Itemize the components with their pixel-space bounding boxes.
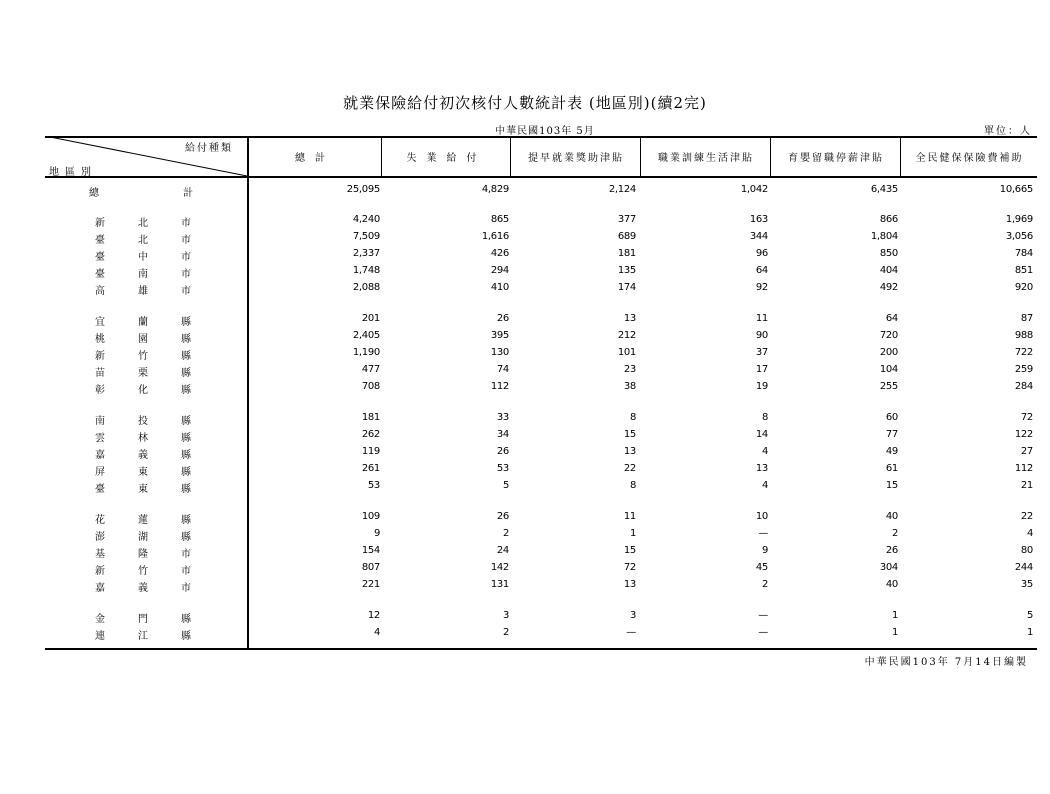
cell-value: 96 — [755, 248, 768, 259]
cell-value: 1 — [891, 610, 898, 621]
cell-value: 395 — [490, 330, 509, 341]
cell-value: 1 — [891, 627, 898, 638]
cell-value: 174 — [617, 282, 636, 293]
region-label-char: 市 — [181, 549, 191, 560]
region-label — [89, 184, 193, 199]
cell-value: 255 — [879, 381, 898, 392]
table-row — [45, 478, 1037, 495]
region-label-char: 彰 — [95, 385, 105, 396]
cell-value: 40 — [885, 579, 898, 590]
table-row — [45, 410, 1037, 427]
region-label-char: 屏 — [95, 467, 105, 478]
cell-value: 35 — [1020, 579, 1033, 590]
cell-value: 33 — [496, 412, 509, 423]
region-label-char: 義 — [138, 583, 148, 594]
cell-value: 404 — [879, 265, 898, 276]
table-row — [45, 509, 1037, 526]
cell-value: 38 — [623, 381, 636, 392]
region-label-char: 江 — [138, 631, 148, 642]
cell-value: 181 — [361, 412, 380, 423]
region-label-char: 市 — [181, 583, 191, 594]
cell-value: 5 — [502, 480, 509, 491]
region-label — [95, 381, 191, 396]
table-row — [45, 345, 1037, 362]
region-label — [95, 545, 191, 560]
cell-value: 24 — [496, 545, 509, 556]
cell-value: 304 — [879, 562, 898, 573]
table-row — [45, 625, 1037, 642]
region-label-char: 市 — [181, 235, 191, 246]
cell-value: — — [758, 610, 768, 621]
cell-value: 37 — [755, 347, 768, 358]
region-label-char: 市 — [181, 252, 191, 263]
cell-value: 40 — [885, 511, 898, 522]
cell-value: 45 — [755, 562, 768, 573]
cell-value: 284 — [1014, 381, 1033, 392]
table-row — [45, 560, 1037, 577]
cell-value: 74 — [496, 364, 509, 375]
cell-value: 3 — [629, 610, 636, 621]
region-label-char: 縣 — [181, 317, 191, 328]
cell-value: 708 — [361, 381, 380, 392]
cell-value: 154 — [361, 545, 380, 556]
region-label-char: 縣 — [181, 416, 191, 427]
cell-value: 87 — [1020, 313, 1033, 324]
table-row — [45, 280, 1037, 297]
cell-value: 109 — [361, 511, 380, 522]
cell-value: 19 — [755, 381, 768, 392]
region-label-char: 中 — [138, 252, 148, 263]
region-label-char: 臺 — [95, 484, 105, 495]
region-label-char: 基 — [95, 549, 105, 560]
cell-value: 8 — [761, 412, 768, 423]
cell-value: 64 — [755, 265, 768, 276]
cell-value: 163 — [749, 214, 768, 225]
region-label-char: 市 — [181, 566, 191, 577]
region-label-char: 竹 — [138, 566, 148, 577]
region-label-char: 園 — [138, 334, 148, 345]
cell-value: 244 — [1014, 562, 1033, 573]
cell-value: 259 — [1014, 364, 1033, 375]
region-label — [95, 480, 191, 495]
table-row — [45, 379, 1037, 396]
region-label-char: 澎 — [95, 532, 105, 543]
table-row — [45, 263, 1037, 280]
region-label — [95, 627, 191, 642]
cell-value: 3,056 — [1005, 231, 1033, 242]
cell-value: 1 — [629, 528, 636, 539]
cell-value: 720 — [879, 330, 898, 341]
cell-value: 15 — [623, 545, 636, 556]
region-label-char: 嘉 — [95, 450, 105, 461]
header-column-divider — [640, 136, 641, 176]
region-label-char: 縣 — [181, 532, 191, 543]
cell-value: 80 — [1020, 545, 1033, 556]
region-label-char: 總 — [89, 188, 99, 199]
cell-value: 8 — [629, 480, 636, 491]
table-row — [45, 362, 1037, 379]
region-label-char: 雄 — [138, 286, 148, 297]
cell-value: 14 — [755, 429, 768, 440]
cell-value: 11 — [755, 313, 768, 324]
cell-value: 27 — [1020, 446, 1033, 457]
cell-value: 4 — [761, 446, 768, 457]
cell-value: 477 — [361, 364, 380, 375]
region-label — [95, 446, 191, 461]
region-label — [95, 511, 191, 526]
region-label-char: 宜 — [95, 317, 105, 328]
region-label-char: 計 — [183, 188, 193, 199]
cell-value: — — [758, 627, 768, 638]
region-label-char: 連 — [95, 631, 105, 642]
cell-value: 7,509 — [352, 231, 380, 242]
column-header: 總計 — [295, 152, 335, 164]
region-label — [95, 412, 191, 427]
table-row — [45, 543, 1037, 560]
cell-value: 377 — [617, 214, 636, 225]
report-period: 中華民國103年 5月 — [495, 126, 595, 137]
cell-value: 15 — [623, 429, 636, 440]
cell-value: 2 — [502, 528, 509, 539]
header-column-divider — [770, 136, 771, 176]
header-column-divider — [900, 136, 901, 176]
cell-value: 410 — [490, 282, 509, 293]
region-label-char: 縣 — [181, 433, 191, 444]
region-label-char: 林 — [138, 433, 148, 444]
cell-value: 865 — [490, 214, 509, 225]
cell-value: 181 — [617, 248, 636, 259]
cell-value: 4,829 — [481, 184, 509, 195]
cell-value: 2 — [761, 579, 768, 590]
region-label-char: 縣 — [181, 351, 191, 362]
table-row — [45, 444, 1037, 461]
region-label-char: 高 — [95, 286, 105, 297]
cell-value: 34 — [496, 429, 509, 440]
cell-value: 8 — [629, 412, 636, 423]
region-label-char: 隆 — [138, 549, 148, 560]
cell-value: 72 — [623, 562, 636, 573]
cell-value: 112 — [490, 381, 509, 392]
cell-value: 201 — [361, 313, 380, 324]
region-label — [95, 265, 191, 280]
region-label-char: 縣 — [181, 484, 191, 495]
region-label-char: 竹 — [138, 351, 148, 362]
column-header: 育嬰留職停薪津貼 — [788, 152, 884, 164]
region-label-char: 縣 — [181, 385, 191, 396]
cell-value: 64 — [885, 313, 898, 324]
cell-value: 4 — [1026, 528, 1033, 539]
region-label — [95, 463, 191, 478]
cell-value: 23 — [623, 364, 636, 375]
cell-value: 784 — [1014, 248, 1033, 259]
region-label-char: 新 — [95, 566, 105, 577]
cell-value: 294 — [490, 265, 509, 276]
cell-value: 4,240 — [352, 214, 380, 225]
table-row — [45, 311, 1037, 328]
table-row — [45, 229, 1037, 246]
cell-value: 11 — [623, 511, 636, 522]
cell-value: 53 — [367, 480, 380, 491]
cell-value: 92 — [755, 282, 768, 293]
cell-value: 9 — [373, 528, 380, 539]
cell-value: 1 — [1026, 627, 1033, 638]
cell-value: 13 — [623, 579, 636, 590]
region-label-char: 門 — [138, 614, 148, 625]
cell-value: 4 — [761, 480, 768, 491]
cell-value: 10 — [755, 511, 768, 522]
cell-value: 49 — [885, 446, 898, 457]
cell-value: 1,969 — [1005, 214, 1033, 225]
cell-value: 261 — [361, 463, 380, 474]
cell-value: 689 — [617, 231, 636, 242]
cell-value: 200 — [879, 347, 898, 358]
cell-value: 26 — [496, 313, 509, 324]
cell-value: 920 — [1014, 282, 1033, 293]
cell-value: 2,337 — [352, 248, 380, 259]
region-label-char: 栗 — [138, 368, 148, 379]
region-label — [95, 214, 191, 229]
region-label-char: 嘉 — [95, 583, 105, 594]
cell-value: 60 — [885, 412, 898, 423]
cell-value: 2 — [502, 627, 509, 638]
cell-value: 2,124 — [608, 184, 636, 195]
region-label-char: 縣 — [181, 450, 191, 461]
cell-value: 9 — [761, 545, 768, 556]
region-label — [95, 248, 191, 263]
region-label-char: 市 — [181, 286, 191, 297]
cell-value: 13 — [623, 446, 636, 457]
cell-value: 26 — [496, 446, 509, 457]
cell-value: 22 — [1020, 511, 1033, 522]
cell-value: 1,190 — [352, 347, 380, 358]
compiled-date: 中華民國103年 7月14日編製 — [864, 657, 1028, 668]
region-label-char: 花 — [95, 515, 105, 526]
cell-value: 15 — [885, 480, 898, 491]
region-label-char: 臺 — [95, 235, 105, 246]
cell-value: 130 — [490, 347, 509, 358]
cell-value: 142 — [490, 562, 509, 573]
cell-value: 344 — [749, 231, 768, 242]
region-label — [95, 562, 191, 577]
cell-value: 101 — [617, 347, 636, 358]
cell-value: 1,748 — [352, 265, 380, 276]
region-label-char: 蘭 — [138, 317, 148, 328]
region-label-char: 臺 — [95, 269, 105, 280]
cell-value: 26 — [885, 545, 898, 556]
region-label-char: 義 — [138, 450, 148, 461]
unit-label: 單位：人 — [984, 126, 1032, 137]
cell-value: 722 — [1014, 347, 1033, 358]
region-label — [95, 347, 191, 362]
region-label-char: 南 — [95, 416, 105, 427]
header-corner-category: 給付種類 — [185, 143, 233, 154]
table-row — [45, 608, 1037, 625]
cell-value: 72 — [1020, 412, 1033, 423]
region-label-char: 東 — [138, 467, 148, 478]
header-corner-region: 地區別 — [49, 167, 97, 178]
cell-value: 122 — [1014, 429, 1033, 440]
region-label-char: 東 — [138, 484, 148, 495]
column-header: 失業給付 — [406, 152, 487, 164]
cell-value: — — [626, 627, 636, 638]
region-label — [95, 231, 191, 246]
table-row — [45, 328, 1037, 345]
header-column-divider — [510, 136, 511, 176]
cell-value: 492 — [879, 282, 898, 293]
table-row — [45, 427, 1037, 444]
region-label-char: 投 — [138, 416, 148, 427]
region-label-char: 雲 — [95, 433, 105, 444]
column-header: 職業訓練生活津貼 — [658, 152, 754, 164]
cell-value: 4 — [373, 627, 380, 638]
table-bottom-rule — [45, 648, 1037, 650]
cell-value: 26 — [496, 511, 509, 522]
cell-value: 112 — [1014, 463, 1033, 474]
cell-value: 12 — [367, 610, 380, 621]
region-label-char: 桃 — [95, 334, 105, 345]
region-label-char: 化 — [138, 385, 148, 396]
table-row — [45, 577, 1037, 594]
cell-value: 3 — [502, 610, 509, 621]
cell-value: 851 — [1014, 265, 1033, 276]
region-label-char: 苗 — [95, 368, 105, 379]
table-row — [45, 526, 1037, 543]
region-label — [95, 282, 191, 297]
region-label — [95, 364, 191, 379]
region-label — [95, 313, 191, 328]
cell-value: 212 — [617, 330, 636, 341]
region-label-char: 市 — [181, 269, 191, 280]
cell-value: 5 — [1026, 610, 1033, 621]
cell-value: 1,804 — [870, 231, 898, 242]
cell-value: 21 — [1020, 480, 1033, 491]
region-label — [95, 528, 191, 543]
cell-value: 221 — [361, 579, 380, 590]
region-label-char: 新 — [95, 218, 105, 229]
table-row — [45, 212, 1037, 229]
cell-value: 1,042 — [740, 184, 768, 195]
cell-value: 119 — [361, 446, 380, 457]
region-label-char: 北 — [138, 235, 148, 246]
total-row — [45, 182, 1037, 199]
region-label-char: 北 — [138, 218, 148, 229]
page-title: 就業保險給付初次核付人數統計表 (地區別)(續2完) — [343, 94, 707, 112]
cell-value: 10,665 — [999, 184, 1033, 195]
region-label-char: 臺 — [95, 252, 105, 263]
column-header: 提早就業獎助津貼 — [528, 152, 624, 164]
cell-value: 53 — [496, 463, 509, 474]
cell-value: 988 — [1014, 330, 1033, 341]
table-row — [45, 461, 1037, 478]
region-label-char: 湖 — [138, 532, 148, 543]
region-label — [95, 330, 191, 345]
cell-value: 2,088 — [352, 282, 380, 293]
cell-value: 807 — [361, 562, 380, 573]
cell-value: 77 — [885, 429, 898, 440]
cell-value: 61 — [885, 463, 898, 474]
header-column-divider — [381, 136, 382, 176]
region-label-char: 市 — [181, 218, 191, 229]
cell-value: 17 — [755, 364, 768, 375]
cell-value: 22 — [623, 463, 636, 474]
cell-value: 2 — [891, 528, 898, 539]
region-label-char: 縣 — [181, 368, 191, 379]
cell-value: 6,435 — [870, 184, 898, 195]
cell-value: 426 — [490, 248, 509, 259]
cell-value: 2,405 — [352, 330, 380, 341]
column-header: 全民健保保險費補助 — [915, 152, 1024, 164]
region-label-char: 新 — [95, 351, 105, 362]
region-label-char: 蓮 — [138, 515, 148, 526]
region-label-char: 金 — [95, 614, 105, 625]
cell-value: 90 — [755, 330, 768, 341]
cell-value: 104 — [879, 364, 898, 375]
cell-value: 13 — [623, 313, 636, 324]
region-label-char: 縣 — [181, 334, 191, 345]
region-label-char: 南 — [138, 269, 148, 280]
region-label — [95, 429, 191, 444]
region-label-char: 縣 — [181, 515, 191, 526]
cell-value: 131 — [490, 579, 509, 590]
cell-value: 1,616 — [481, 231, 509, 242]
region-label-char: 縣 — [181, 467, 191, 478]
region-label — [95, 579, 191, 594]
cell-value: 25,095 — [346, 184, 380, 195]
region-label — [95, 610, 191, 625]
table-row — [45, 246, 1037, 263]
region-label-char: 縣 — [181, 614, 191, 625]
cell-value: 13 — [755, 463, 768, 474]
cell-value: — — [758, 528, 768, 539]
cell-value: 262 — [361, 429, 380, 440]
region-label-char: 縣 — [181, 631, 191, 642]
cell-value: 850 — [879, 248, 898, 259]
cell-value: 135 — [617, 265, 636, 276]
cell-value: 866 — [879, 214, 898, 225]
